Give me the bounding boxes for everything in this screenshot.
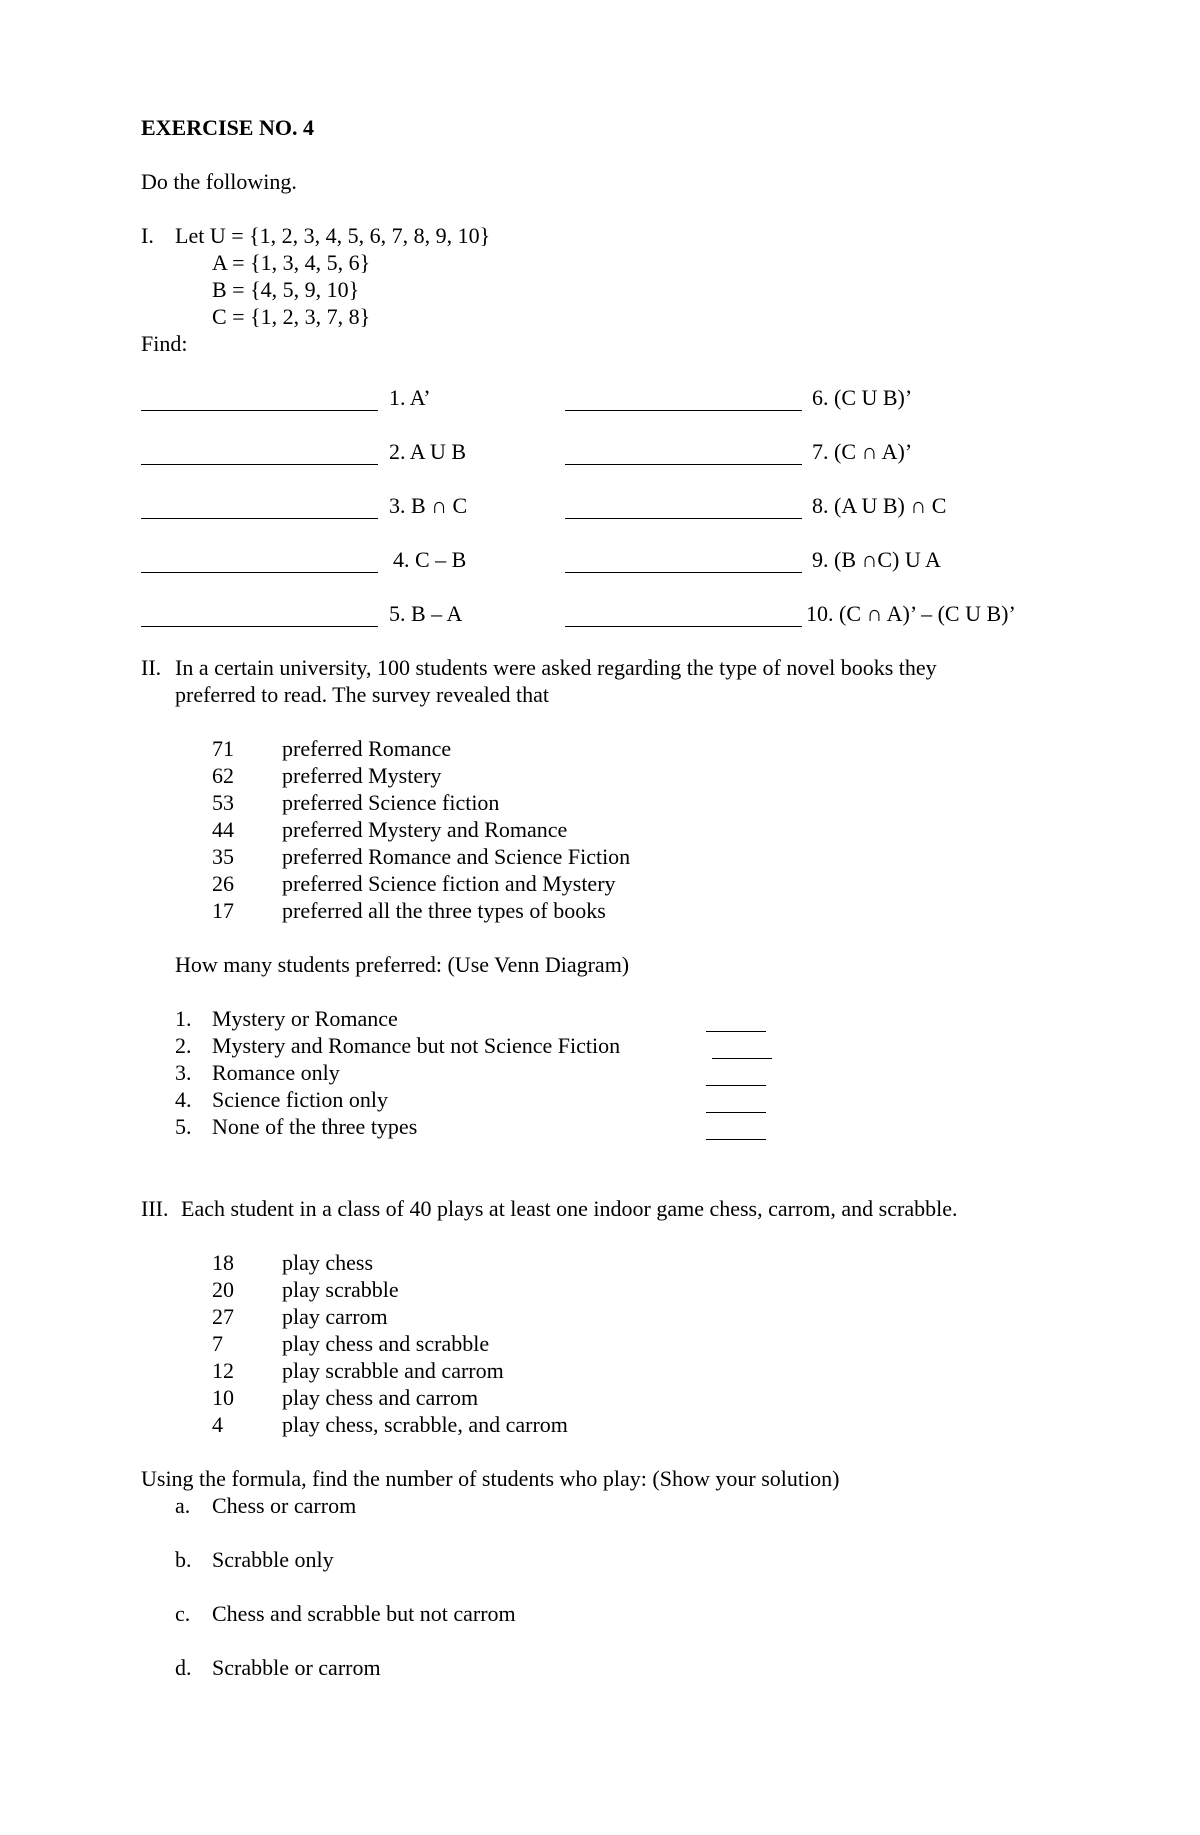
item-10: 10. (C ∩ A)’ – (C U B)’ (806, 601, 1016, 626)
stat-count: 4 (212, 1412, 223, 1437)
item-5: 5. B – A (389, 601, 463, 626)
stat-label: play carrom (282, 1304, 388, 1329)
question-number: 2. (175, 1033, 192, 1058)
item-3: 3. B ∩ C (389, 493, 468, 518)
stat-count: 26 (212, 871, 234, 896)
answer-blank[interactable] (706, 1139, 766, 1140)
stat-count: 71 (212, 736, 234, 761)
part3-numeral: III. (141, 1196, 169, 1221)
stat-label: play scrabble and carrom (282, 1358, 504, 1383)
set-a: A = {1, 3, 4, 5, 6} (212, 250, 371, 275)
item-text: Scrabble only (212, 1547, 334, 1572)
stat-count: 35 (212, 844, 234, 869)
stat-count: 12 (212, 1358, 234, 1383)
stat-count: 17 (212, 898, 234, 923)
stat-count: 44 (212, 817, 234, 842)
item-text: Scrabble or carrom (212, 1655, 381, 1680)
answer-blank-8[interactable] (565, 518, 802, 519)
item-6: 6. (C U B)’ (812, 385, 913, 410)
part2-numeral: II. (141, 655, 162, 680)
question-text: Romance only (212, 1060, 340, 1085)
stat-count: 20 (212, 1277, 234, 1302)
question-text: Mystery and Romance but not Science Fiction (212, 1033, 621, 1058)
item-4: 4. C – B (393, 547, 467, 572)
stat-label: play chess and carrom (282, 1385, 479, 1410)
answer-blank-1[interactable] (141, 410, 378, 411)
instruction: Do the following. (141, 169, 297, 194)
item-9: 9. (B ∩C) U A (812, 547, 941, 572)
answer-blank[interactable] (706, 1031, 766, 1032)
stat-count: 62 (212, 763, 234, 788)
stat-count: 10 (212, 1385, 234, 1410)
stat-label: play chess and scrabble (282, 1331, 490, 1356)
stat-label: preferred Science fiction and Mystery (282, 871, 616, 896)
answer-blank-10[interactable] (565, 626, 802, 627)
answer-blank-6[interactable] (565, 410, 802, 411)
part1-numeral: I. (141, 223, 154, 248)
question-number: 1. (175, 1006, 192, 1031)
question-text: Mystery or Romance (212, 1006, 398, 1031)
stat-label: preferred Romance and Science Fiction (282, 844, 631, 869)
exercise-title: EXERCISE NO. 4 (141, 115, 314, 140)
item-text: Chess and scrabble but not carrom (212, 1601, 516, 1626)
stat-label: preferred all the three types of books (282, 898, 606, 923)
answer-blank-4[interactable] (141, 572, 378, 573)
question-number: 4. (175, 1087, 192, 1112)
item-8: 8. (A U B) ∩ C (812, 493, 947, 518)
stat-label: preferred Mystery and Romance (282, 817, 568, 842)
item-1: 1. A’ (389, 385, 431, 410)
item-letter: d. (175, 1655, 192, 1680)
stat-label: preferred Romance (282, 736, 452, 761)
set-b: B = {4, 5, 9, 10} (212, 277, 360, 302)
stat-label: preferred Science fiction (282, 790, 500, 815)
answer-blank-7[interactable] (565, 464, 802, 465)
set-u: Let U = {1, 2, 3, 4, 5, 6, 7, 8, 9, 10} (175, 223, 491, 248)
part3-intro: Each student in a class of 40 plays at least one indoor game chess, carrom, and scrabble. (181, 1196, 958, 1221)
answer-blank-9[interactable] (565, 572, 802, 573)
answer-blank-2[interactable] (141, 464, 378, 465)
question-number: 3. (175, 1060, 192, 1085)
stat-count: 27 (212, 1304, 234, 1329)
set-c: C = {1, 2, 3, 7, 8} (212, 304, 371, 329)
item-text: Chess or carrom (212, 1493, 357, 1518)
stat-count: 53 (212, 790, 234, 815)
question-number: 5. (175, 1114, 192, 1139)
item-7: 7. (C ∩ A)’ (812, 439, 913, 464)
answer-blank[interactable] (712, 1058, 772, 1059)
find-label: Find: (141, 331, 188, 356)
answer-blank[interactable] (706, 1112, 766, 1113)
stat-label: play chess (282, 1250, 374, 1275)
item-letter: c. (175, 1601, 191, 1626)
answer-blank-5[interactable] (141, 626, 378, 627)
stat-count: 18 (212, 1250, 234, 1275)
stat-count: 7 (212, 1331, 223, 1356)
answer-blank-3[interactable] (141, 518, 378, 519)
question-text: Science fiction only (212, 1087, 388, 1112)
item-letter: b. (175, 1547, 192, 1572)
answer-blank[interactable] (706, 1085, 766, 1086)
stat-label: play chess, scrabble, and carrom (282, 1412, 568, 1437)
question-text: None of the three types (212, 1114, 418, 1139)
part3-question: Using the formula, find the number of students who play: (Show your solution) (141, 1466, 840, 1491)
part2-intro-line1: In a certain university, 100 students were asked regarding the type of novel books they (175, 655, 937, 680)
stat-label: play scrabble (282, 1277, 399, 1302)
stat-label: preferred Mystery (282, 763, 442, 788)
item-letter: a. (175, 1493, 191, 1518)
part2-intro-line2: preferred to read. The survey revealed that (175, 682, 550, 707)
part2-question: How many students preferred: (Use Venn Diagram) (175, 952, 630, 977)
item-2: 2. A U B (389, 439, 467, 464)
